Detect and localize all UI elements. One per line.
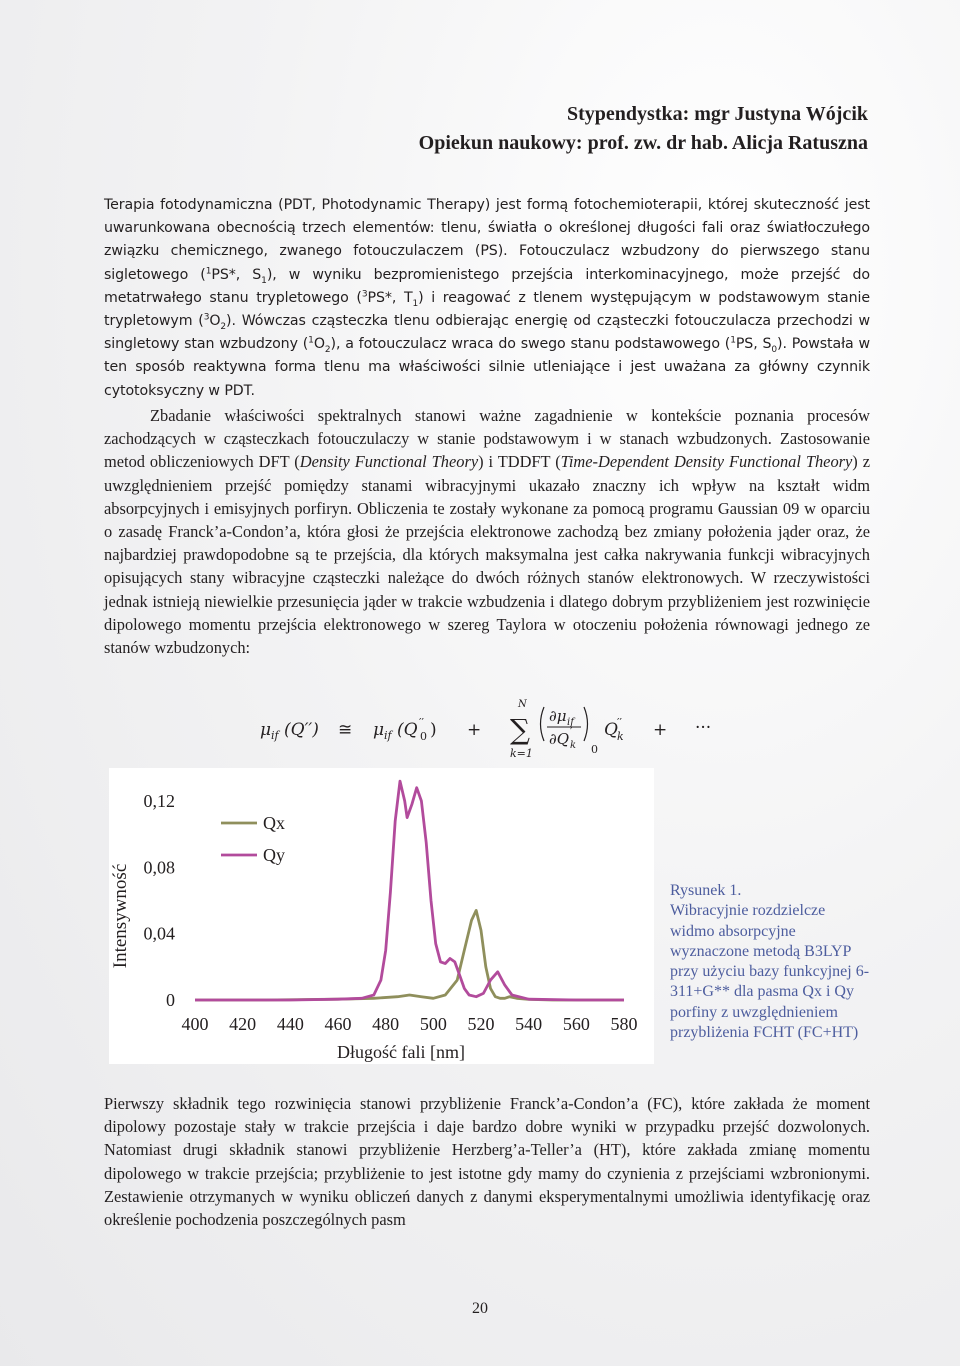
eq-partial-num: ∂μ bbox=[549, 707, 567, 725]
y-tick-label: 0,08 bbox=[143, 857, 175, 878]
x-tick-label: 580 bbox=[610, 1014, 638, 1034]
figure-caption bbox=[670, 881, 870, 1043]
eq-rhs-sub: if bbox=[384, 729, 392, 742]
eq-sum: ∑ bbox=[510, 713, 530, 746]
eq-partial-den-sup: ′ bbox=[570, 727, 573, 738]
x-tick-label: 540 bbox=[515, 1014, 543, 1034]
text-span: ), a fotouczulacz wraca do swego stanu podstawowego ( bbox=[330, 336, 731, 353]
text-span: ) i reagować z tlenem występującym w podstawowym stanie trypletowym ( bbox=[104, 289, 870, 330]
text-span: Terapia fotodynamiczna (PDT, Photodynamic Therapy) jest formą fotochemioterapii, której skuteczność jest uwarunkowana obecnością trzech elementów: tlenu, światła o określonej długości fali oraz światłoczułego związku chemicznego, zwanego fotouczulaczem (PS). Fotouczulacz wzbudzony do pierwszego stanu sigletowego ( bbox=[104, 197, 870, 283]
y-axis-label: Intensywność bbox=[110, 863, 131, 969]
text-span: ), w wyniku bezpromienistego przejścia interkominacyjnego, może przejść do metatrwałego stanu trypletowego ( bbox=[104, 266, 870, 306]
author-line: Stypendystka: mgr Justyna Wójcik bbox=[567, 103, 868, 125]
eq-rhs-arg-sub: 0 bbox=[420, 730, 427, 743]
eq-qk-sub: k bbox=[617, 730, 624, 743]
eq-partial-den-sub: k bbox=[570, 740, 577, 751]
x-tick-label: 400 bbox=[181, 1014, 209, 1034]
eq-sum-top: N bbox=[518, 699, 527, 710]
legend-label-qx: Qx bbox=[263, 813, 285, 833]
y-tick-label: 0 bbox=[166, 990, 175, 1010]
text-span: ). Powstała w ten sposób reaktywna forma tlenu ma właściwości silnie utleniające i jest uważana za główny czynnik cytotoksyczny w PDT. bbox=[104, 336, 871, 399]
x-axis-label: Długość fali [nm] bbox=[337, 1042, 465, 1062]
x-tick-label: 440 bbox=[276, 1014, 304, 1034]
superscript: 1 bbox=[308, 335, 314, 346]
subscript: 2 bbox=[220, 321, 227, 332]
superscript: 3 bbox=[203, 312, 210, 323]
eq-rhs-arg-sup: ′′ bbox=[419, 716, 424, 729]
eq-rhs-arg-close: ) bbox=[430, 720, 437, 740]
caption-title: Rysunek 1. bbox=[670, 882, 742, 899]
subscript: 0 bbox=[771, 345, 778, 356]
superscript: 1 bbox=[730, 335, 736, 346]
text-span: PS, S bbox=[735, 336, 772, 353]
chart-svg bbox=[109, 768, 654, 1064]
eq-dots: ··· bbox=[695, 718, 712, 738]
series-line-qy bbox=[195, 781, 624, 1000]
supervisor-line: Opiekun naukowy: prof. zw. dr hab. Alicja Ratuszna bbox=[418, 132, 868, 154]
paragraph-methods bbox=[104, 404, 870, 659]
paragraph-conclusion: Pierwszy składnik tego rozwinięcia stanowi przybliżenie Franck’a-Condon’a (FC), które zakłada że moment dipolowy pozostaje stały w trakcie przejścia i daje bardzo dobre wyniki w przypadku przejść dozwolonych. Natomiast drugi składnik stanowi przybliżenie Herzberg’a-Teller’a (HT), które zakłada zmianę momentu dipolowego w trakcie przejścia; przybliżenie to jest istotne gdy mamy do czynienia z przejściami wzbronionymi. Zestawienie otrzymanych w wyniku obliczeń danych z danymi eksperymentalnymi umożliwia identyfikację oraz określenie pochodzenia poszczególnych pasm bbox=[104, 1094, 870, 1230]
subscript: 1 bbox=[261, 275, 267, 286]
header bbox=[419, 100, 868, 158]
italic-term: Time-Dependent Density Functional Theory bbox=[560, 452, 853, 472]
text-span: ) i TDDFT ( bbox=[478, 452, 561, 472]
text-span: ) z uwzględnieniem przejść pomiędzy stanami wibracyjnymi ukazało znaczny ich wpływ na kształt widm absorpcyjnych i emisyjnych porfiryn. Obliczenia te zostały wykonane za pomocą programu Gaussian 09 w oparciu o zasadę Franck’a-Condon’a, która głosi że przejścia elektronowe zachodzą bez zmiany położenia jąder oraz, że najbardziej prawdopodobne są te przejścia, dla których maksymalna jest całka nakrywania funkcji wibracyjnych opisujących stany wibracyjne cząsteczki należące do dwóch różnych stanów elektronowych. W rzeczywistości jednak istnieją niewielkie przesunięcia jąder w trakcie wzbudzenia i dlatego dobrym przybliżeniem jest rozwinięcie dipolowego momentu przejścia elektronowego w szereg Taylora w otoczeniu położenia równowagi jednego ze stanów wzbudzonych: bbox=[104, 452, 870, 658]
eq-lhs-arg: (Q′′) bbox=[284, 720, 319, 740]
text-span: ). Wówczas cząsteczka tlenu odbierając energię od cząsteczki fotouczulacza przechodzi w singletowy stan wzbudzony ( bbox=[104, 313, 871, 353]
series-line-qx bbox=[195, 910, 624, 1000]
eq-approx: ≅ bbox=[338, 720, 353, 740]
eq-qk-sup: ′′ bbox=[617, 716, 622, 729]
x-tick-label: 560 bbox=[562, 1014, 590, 1034]
text-span: O bbox=[209, 313, 221, 330]
eq-qk: Q bbox=[604, 720, 618, 740]
eq-lhs-sub: if bbox=[271, 729, 279, 742]
text-span: PS*, S bbox=[211, 266, 262, 283]
paragraph-intro bbox=[104, 194, 870, 403]
y-tick-label: 0,04 bbox=[143, 923, 175, 944]
text-span: Zbadanie właściwości spektralnych stanowi ważne zagadnienie w kontekście poznania procesów zachodzących w cząsteczkach fotouczulaczy w stanie podstawowym i w stanach wzbudzonych. Zastosowanie metod obliczeniowych DFT ( bbox=[104, 406, 870, 472]
subscript: 1 bbox=[412, 298, 419, 309]
x-tick-label: 460 bbox=[324, 1014, 352, 1034]
y-tick-label: 0,12 bbox=[143, 791, 175, 811]
x-tick-label: 480 bbox=[372, 1014, 400, 1034]
spectrum-chart bbox=[109, 768, 654, 1064]
eq-partial-num-sub: if bbox=[567, 717, 574, 728]
eq-lhs: μ bbox=[260, 720, 272, 740]
text-span: PS*, T bbox=[367, 289, 413, 306]
eq-rhs-arg: (Q bbox=[397, 720, 418, 740]
x-tick-label: 420 bbox=[229, 1014, 257, 1034]
taylor-equation bbox=[255, 695, 735, 765]
superscript: 1 bbox=[205, 265, 212, 276]
legend-label-qy: Qy bbox=[263, 845, 285, 865]
eq-partial-den: ∂Q bbox=[549, 730, 570, 748]
text-span: O bbox=[313, 336, 325, 353]
superscript: 3 bbox=[361, 289, 368, 300]
eq-plus-2: + bbox=[653, 720, 668, 740]
eq-eval-sub: 0 bbox=[591, 743, 598, 756]
page-number: 20 bbox=[472, 1300, 488, 1317]
caption-text: Wibracyjnie rozdzielcze widmo absorpcyjne wyznaczone metodą B3LYP przy użyciu bazy funkcyjnej 6-311+G** dla pasma Qx i Qy porfiny z uwzględnieniem przybliżenia FCHT (FC+HT) bbox=[670, 902, 870, 1042]
eq-plus: + bbox=[467, 720, 482, 740]
x-tick-label: 520 bbox=[467, 1014, 495, 1034]
eq-sum-bottom: k=1 bbox=[510, 747, 533, 760]
eq-rhs: μ bbox=[373, 720, 385, 740]
subscript: 2 bbox=[324, 345, 331, 356]
x-tick-label: 500 bbox=[419, 1014, 447, 1034]
italic-term: Density Functional Theory bbox=[299, 452, 479, 472]
